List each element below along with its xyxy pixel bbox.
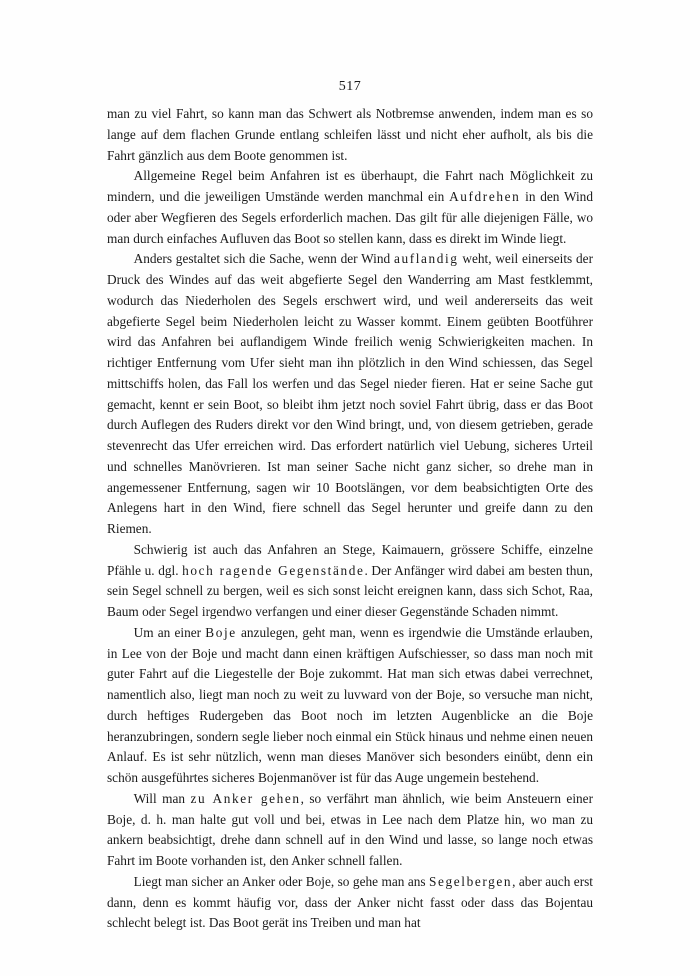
paragraph-text: in den Wind oder aber Wegfieren des Segels erforderlich machen. Das gilt für alle diejenigen Fälle, wo man durch einfaches Aufluven das Boot so stellen kann, dass es direkt im Winde liegt.	[107, 189, 593, 246]
paragraph	[107, 872, 593, 934]
paragraph-text: . Der Anfänger wird dabei am besten thun, sein Segel schnell zu bergen, weil es sich sonst leicht ereignen kann, dass sich Schot, Raa, Baum oder Segel irgendwo verfangen und einer dieser Gegenstände Schaden nimmt.	[107, 562, 593, 619]
paragraph	[107, 789, 593, 872]
paragraph-text: , aber auch erst dann, denn es kommt häufig vor, dass der Anker nicht fasst oder dass das Bojentau schlecht belegt ist. Das Boot gerät ins Treiben und man hat	[107, 873, 593, 931]
paragraph-text: Liegt man sicher an Anker oder Boje, so gehe man ans	[133, 873, 430, 889]
spaced-emphasis-text: Boje	[205, 624, 237, 640]
paragraph-text: , so verfährt man ähnlich, wie beim Ansteuern einer Boje, d. h. man halte gut voll und bei, etwas in Lee nach dem Platze hin, wo man zu ankern beabsichtigt, drehe dann schnell auf in den Wind und lasse, so lange noch etwas Fahrt im Boote vorhanden ist, den Anker schnell fallen.	[107, 790, 593, 868]
page-number: 517	[338, 79, 362, 94]
paragraph-text: Schwierig ist auch das Anfahren an Stege, Kaimauern, grössere Schiffe, einzelne Pfähle u. dgl.	[107, 541, 593, 578]
paragraph	[107, 104, 593, 166]
paragraph-text: Anders gestaltet sich die Sache, wenn der Wind	[133, 251, 394, 267]
paragraph	[107, 249, 593, 540]
spaced-emphasis-text: hoch ragende Gegenstände	[182, 562, 365, 578]
paragraph	[107, 166, 593, 249]
spaced-emphasis-text: zu Anker gehen	[190, 790, 301, 806]
spaced-emphasis-text: Aufdrehen	[449, 189, 521, 204]
spaced-emphasis-text: Segelbergen	[429, 873, 513, 889]
paragraph-text: Will man	[133, 790, 191, 806]
spaced-emphasis-text: auflandig	[393, 251, 459, 267]
paragraph-text: Um an einer	[133, 624, 206, 640]
paragraph	[107, 623, 593, 789]
body-text	[107, 104, 593, 934]
paragraph	[107, 540, 593, 623]
paragraph-text: weht, weil einerseits der Druck des Windes auf das weit abgefierte Segel den Wanderring am Mast festklemmt, wodurch das Niederholen des Segels erschwert wird, und weil andererseits das weit abgefierte Segel beim Niederholen leicht zu Wasser kommt. Einem geübten Bootführer wird das Anfahren bei auflandigem Winde freilich wenig Schwierigkeiten machen. In richtiger Entfernung vom Ufer sieht man ihn plötzlich in den Wind schiessen, das Segel mittschiffs holen, das Fall los werfen und das Segel nieder fieren. Hat er seine Sache gut gemacht, kennt er sein Boot, so bleibt ihm jetzt noch soviel Fahrt übrig, dass er das Boot durch Auflegen des Ruders direkt vor den Wind bringt, und, von diesem getrieben, gerade stevenrecht das Ufer erreichen wird. Das erfordert natürlich viel Uebung, sicheres Urteil und schnelles Manövrieren. Ist man seiner Sache nicht ganz sicher, so drehe man in angemessener Entfernung, sagen wir 10 Bootslängen, vor dem beabsichtigten Orte des Anlegens hart in den Wind, fiere schnell das Segel herunter und greife dann zu den Riemen.	[107, 251, 593, 536]
paragraph-text: man zu viel Fahrt, so kann man das Schwert als Notbremse anwenden, indem man es so lange auf dem flachen Grunde entlang schleifen lässt und nicht eher aufholt, als bis die Fahrt gänzlich aus dem Boote genommen ist.	[107, 106, 593, 163]
paragraph-text: Allgemeine Regel beim Anfahren ist es überhaupt, die Fahrt nach Möglichkeit zu mindern, und die jeweiligen Umstände werden manchmal ein	[107, 168, 593, 204]
paragraph-text: anzulegen, geht man, wenn es irgendwie die Umstände erlauben, in Lee von der Boje und macht dann einen kräftigen Aufschiesser, so dass man noch mit guter Fahrt auf die Liegestelle der Boje zukommt. Hat man sich etwas dabei verrechnet, namentlich also, liegt man noch zu weit zu luvward von der Boje, so versuche man nicht, durch heftiges Rudergeben das Boot noch im letzten Augenblicke an die Boje heranzubringen, sondern segle lieber noch einmal ein Stück hinaus und nehme einen neuen Anlauf. Es ist sehr nützlich, wenn man dieses Manöver sich besonders einübt, denn ein schön ausgeführtes sicheres Bojenmanöver ist für das Auge ungemein bestehend.	[107, 624, 594, 785]
